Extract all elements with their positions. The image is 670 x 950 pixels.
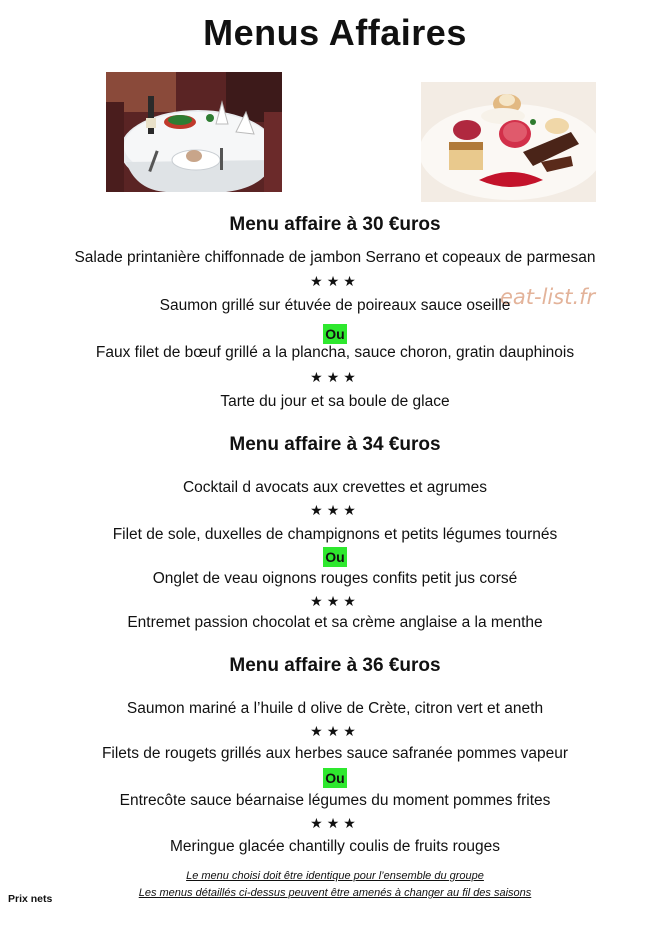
stars-separator: ★★★ [310,723,360,739]
or-badge: Ou [325,770,345,786]
menu-36-main-2: Entrecôte sauce béarnaise légumes du moment pommes frites [119,792,551,809]
menu-30-main-2: Faux filet de bœuf grillé a la plancha, sauce choron, gratin dauphinois [95,344,575,361]
menu-34-dessert: Entremet passion chocolat et sa crème anglaise a la menthe [127,614,543,631]
stars-separator: ★★★ [310,273,360,289]
page-title: Menus Affaires [203,12,467,53]
menu-30-main-1: Saumon grillé sur étuvée de poireaux sauce oseille [159,297,511,314]
prix-nets-label: Prix nets [8,893,53,905]
menu-34-starter: Cocktail d avocats aux crevettes et agrumes [182,479,488,496]
dessert-plate-photo [421,82,596,202]
menu-30-starter: Salade printanière chiffonnade de jambon Serrano et copeaux de parmesan [74,249,596,266]
note-group-identical: Le menu choisi doit être identique pour l’ensemble du groupe [186,870,484,882]
or-badge: Ou [325,326,345,342]
stars-separator: ★★★ [310,593,360,609]
menu-36-dessert: Meringue glacée chantilly coulis de fruits rouges [170,838,500,855]
note-seasonal-change: Les menus détaillés ci-dessus peuvent être amenés à changer au fil des saisons [138,887,532,899]
watermark-text: eat-list.fr [500,285,596,309]
stars-separator: ★★★ [310,815,360,831]
menu-title-30: Menu affaire à 30 €uros [229,214,441,235]
menu-34-main-2: Onglet de veau oignons rouges confits petit jus corsé [152,570,518,587]
menu-36-main-1: Filets de rougets grillés aux herbes sauce safranée pommes vapeur [101,745,569,762]
stars-separator: ★★★ [310,369,360,385]
stars-separator: ★★★ [310,502,360,518]
menu-title-36: Menu affaire à 36 €uros [229,655,441,676]
menu-36-starter: Saumon mariné a l’huile d olive de Crète, citron vert et aneth [126,700,544,717]
restaurant-table-photo [106,72,282,192]
menu-34-main-1: Filet de sole, duxelles de champignons et petits légumes tournés [112,526,558,543]
or-badge: Ou [325,549,345,565]
menu-title-34: Menu affaire à 34 €uros [229,434,441,455]
menu-30-dessert: Tarte du jour et sa boule de glace [220,393,450,410]
